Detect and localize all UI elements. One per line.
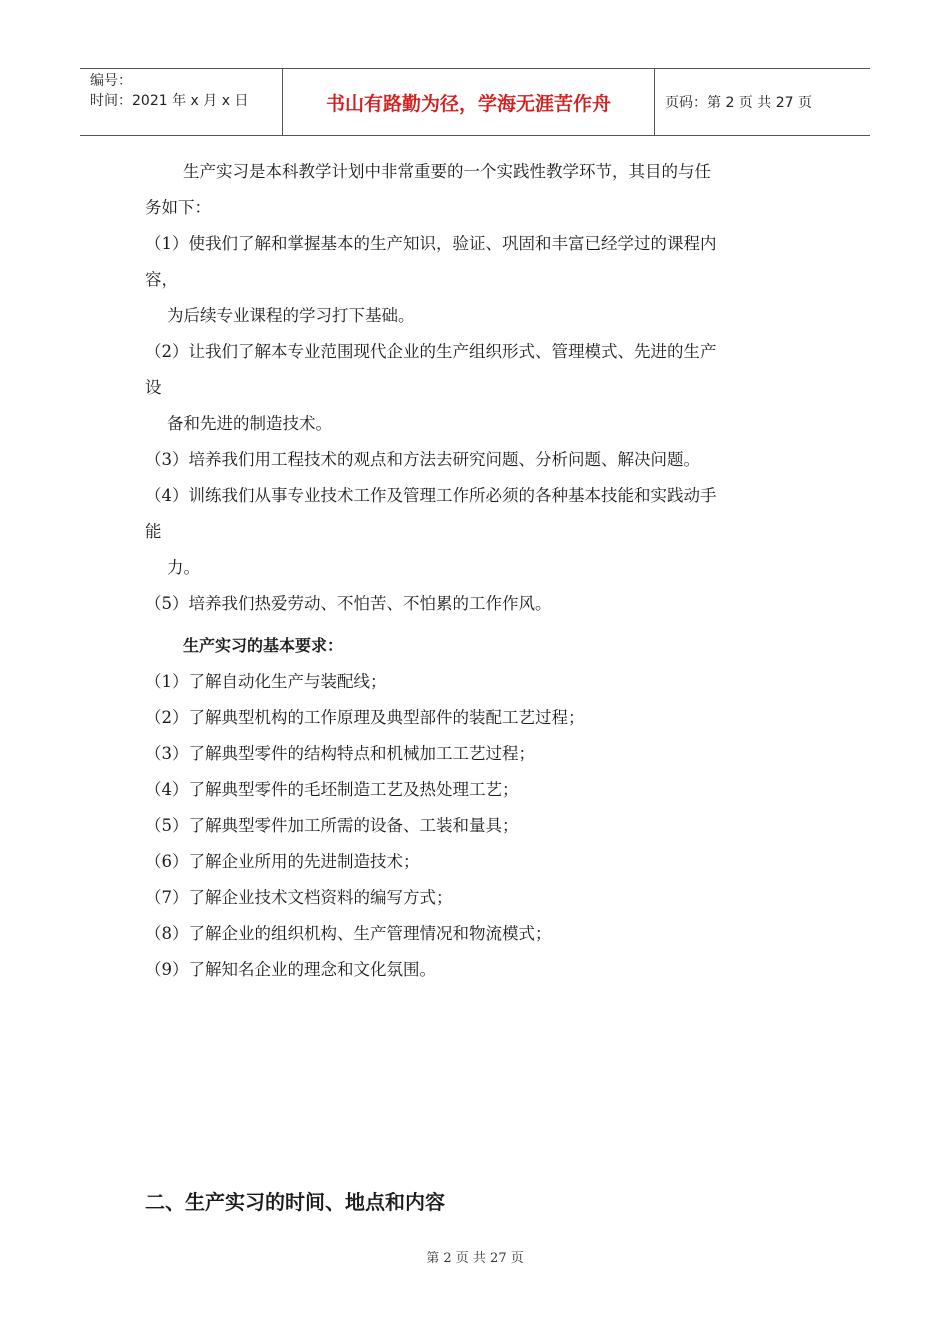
page-header — [80, 68, 870, 136]
goal-item-2-cont: 备和先进的制造技术。 — [167, 414, 332, 433]
document-number-label: 编号： — [90, 73, 132, 89]
requirement-item: （9）了解知名企业的理念和文化氛围。 — [145, 960, 436, 979]
header-meta — [80, 69, 282, 135]
goal-item-2: （2）让我们了解本专业范围现代企业的生产组织形式、管理模式、先进的生产 — [145, 342, 717, 361]
document-body — [145, 154, 810, 988]
requirement-item: （2）了解典型机构的工作原理及典型部件的装配工艺过程； — [145, 708, 585, 727]
header-motto: 书山有路勤为径，学海无涯苦作舟 — [282, 69, 655, 135]
goal-item-2-cont: 设 — [145, 378, 162, 397]
goal-item-4-cont: 力。 — [167, 558, 200, 577]
goal-item-5: （5）培养我们热爱劳动、不怕苦、不怕累的工作作风。 — [145, 594, 552, 613]
section-2-heading: 二、生产实习的时间、地点和内容 — [145, 1190, 445, 1214]
header-page-number: 页码：第 2 页 共 27 页 — [665, 95, 812, 111]
requirement-item: （3）了解典型零件的结构特点和机械加工工艺过程； — [145, 744, 535, 763]
goal-item-1-cont: 容， — [145, 270, 178, 289]
page-footer: 第 2 页 共 27 页 — [426, 1251, 524, 1266]
goal-item-4-cont: 能 — [145, 522, 162, 541]
goal-item-3: （3）培养我们用工程技术的观点和方法去研究问题、分析问题、解决问题。 — [145, 450, 700, 469]
requirement-item: （4）了解典型零件的毛坯制造工艺及热处理工艺； — [145, 780, 519, 799]
goal-item-1: （1）使我们了解和掌握基本的生产知识，验证、巩固和丰富已经学过的课程内 — [145, 234, 717, 253]
requirement-item: （6）了解企业所用的先进制造技术； — [145, 852, 420, 871]
intro-paragraph-line: 生产实习是本科教学计划中非常重要的一个实践性教学环节，其目的与任 — [183, 162, 711, 181]
goal-item-4: （4）训练我们从事专业技术工作及管理工作所必须的各种基本技能和实践动手 — [145, 486, 717, 505]
document-date-label: 时间：2021 年 x 月 x 日 — [90, 93, 249, 109]
requirements-list — [145, 664, 810, 988]
requirement-item: （8）了解企业的组织机构、生产管理情况和物流模式； — [145, 924, 552, 943]
goal-item-1-cont: 为后续专业课程的学习打下基础。 — [167, 306, 415, 325]
requirement-item: （5）了解典型零件加工所需的设备、工装和量具； — [145, 816, 519, 835]
intro-paragraph-line: 务如下： — [145, 198, 211, 217]
requirement-item: （7）了解企业技术文档资料的编写方式； — [145, 888, 453, 907]
requirement-item: （1）了解自动化生产与装配线； — [145, 672, 387, 691]
requirements-heading: 生产实习的基本要求： — [183, 636, 344, 655]
